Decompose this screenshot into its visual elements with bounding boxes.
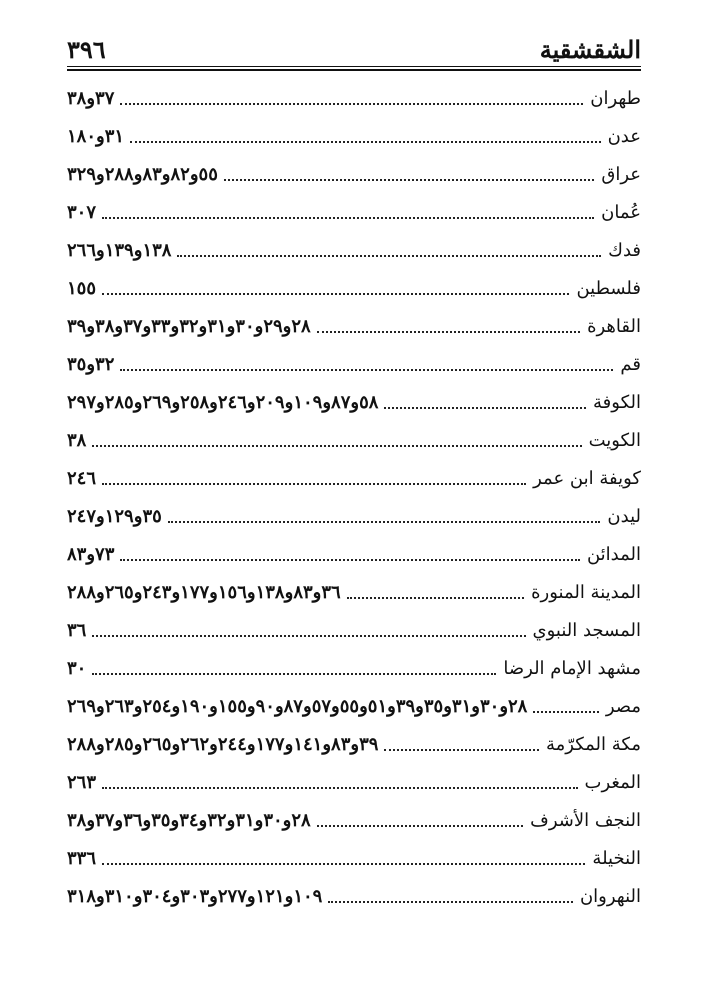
index-entry (67, 764, 641, 802)
index-entry (67, 688, 641, 726)
index-entry (67, 498, 641, 536)
header-rule-thin (67, 66, 641, 67)
page-references: ٣٥و١٢٩و٢٤٧ (67, 506, 162, 527)
place-name: المغرب (584, 772, 641, 793)
page-references: ٢٨و٢٩و٣٠و٣١و٣٢و٣٣و٣٧و٣٨و٣٩ (67, 316, 311, 337)
dot-leader (120, 558, 580, 561)
index-entry (67, 346, 641, 384)
dot-leader (224, 178, 594, 181)
place-name: النجف الأشرف (530, 810, 641, 831)
dot-leader (168, 520, 601, 523)
place-name: المدائن (586, 544, 641, 565)
dot-leader (102, 862, 585, 865)
index-entry (67, 574, 641, 612)
dot-leader (317, 330, 580, 333)
dot-leader (533, 710, 598, 713)
page-header (67, 28, 641, 62)
place-name: النخيلة (592, 848, 641, 869)
page-references: ٣٦و٨٣و١٣٨و١٥٦و١٧٧و٢٤٣و٢٦٥و٢٨٨ (67, 582, 341, 603)
place-name: المدينة المنورة (531, 582, 641, 603)
dot-leader (92, 634, 525, 637)
dot-leader (120, 102, 583, 105)
dot-leader (102, 786, 578, 789)
page-references: ٣٨ (67, 430, 87, 451)
dot-leader (384, 406, 586, 409)
dot-leader (384, 748, 539, 751)
index-entry (67, 118, 641, 156)
dot-leader (102, 482, 526, 485)
place-name: عُمان (601, 202, 641, 223)
page-references: ٣٢و٣٥ (67, 354, 115, 375)
index-entry (67, 878, 641, 916)
page-references: ٥٨و٨٧و١٠٩و٢٠٩و٢٤٦و٢٥٨و٢٦٩و٢٨٥و٢٩٧ (67, 392, 379, 413)
page-references: ٣١و١٨٠ (67, 126, 125, 147)
page-references: ٣٦ (67, 620, 87, 641)
dot-leader (130, 140, 601, 143)
index-entry (67, 308, 641, 346)
place-index-list (67, 80, 641, 916)
header-rule-thick (67, 69, 641, 71)
page-references: ٣٠ (67, 658, 87, 679)
place-name: فدك (608, 240, 641, 261)
place-name: عراق (601, 164, 641, 185)
dot-leader (317, 824, 523, 827)
place-name: مكة المكرّمة (545, 734, 641, 755)
index-entry (67, 422, 641, 460)
page-references: ٣٠٧ (67, 202, 97, 223)
index-entry (67, 726, 641, 764)
page-references: ٥٥و٨٢و٨٣و٢٨٨و٣٢٩ (67, 164, 218, 185)
dot-leader (92, 672, 496, 675)
page-references: ٣٣٦ (67, 848, 97, 869)
page-references: ١٥٥ (67, 278, 97, 299)
index-entry (67, 460, 641, 498)
page-references: ٢٨و٣٠و٣١و٣٥و٣٩و٥١و٥٥و٥٧و٨٧و٩٠و١٥٥و١٩٠و٢٥٤و٢٦٣و٢٦٩ (67, 696, 528, 717)
place-name: المسجد النبوي (532, 620, 641, 641)
page-references: ٧٣و٨٣ (67, 544, 115, 565)
dot-leader (120, 368, 613, 371)
dot-leader (102, 292, 569, 295)
place-name: ليدن (607, 506, 641, 527)
page-number: ٣٩٦ (67, 35, 106, 64)
index-entry (67, 156, 641, 194)
page-references: ٢٤٦ (67, 468, 97, 489)
dot-leader (347, 596, 524, 599)
place-name: فلسطين (576, 278, 641, 299)
place-name: طهران (590, 88, 641, 109)
place-name: مصر (605, 696, 641, 717)
index-entry (67, 650, 641, 688)
index-entry (67, 840, 641, 878)
dot-leader (177, 254, 601, 257)
page-references: ٣٩و٨٣و١٤١و١٧٧و٢٤٤و٢٦٢و٢٦٥و٢٨٥و٢٨٨ (67, 734, 379, 755)
page-references: ٢٨و٣٠و٣١و٣٢و٣٤و٣٥و٣٦و٣٧و٣٨ (67, 810, 311, 831)
dot-leader (92, 444, 581, 447)
running-title: الشقشقية (539, 35, 641, 64)
index-entry (67, 194, 641, 232)
dot-leader (102, 216, 594, 219)
index-entry (67, 232, 641, 270)
place-name: النهروان (579, 886, 641, 907)
place-name: الكويت (588, 430, 641, 451)
index-entry (67, 270, 641, 308)
page-references: ٢٦٣ (67, 772, 97, 793)
dot-leader (328, 900, 573, 903)
place-name: عدن (607, 126, 641, 147)
index-entry (67, 612, 641, 650)
place-name: الكوفة (593, 392, 641, 413)
index-entry (67, 802, 641, 840)
page-references: ١٣٨و١٣٩و٢٦٦ (67, 240, 172, 261)
page-references: ٣٧و٣٨ (67, 88, 115, 109)
place-name: كويفة ابن عمر (533, 468, 641, 489)
index-entry (67, 80, 641, 118)
place-name: قم (620, 354, 641, 375)
page-references: ١٠٩و١٢١و٢٧٧و٣٠٣و٣٠٤و٣١٠و٣١٨ (67, 886, 323, 907)
place-name: مشهد الإمام الرضا (503, 658, 641, 679)
index-entry (67, 384, 641, 422)
index-entry (67, 536, 641, 574)
place-name: القاهرة (587, 316, 641, 337)
